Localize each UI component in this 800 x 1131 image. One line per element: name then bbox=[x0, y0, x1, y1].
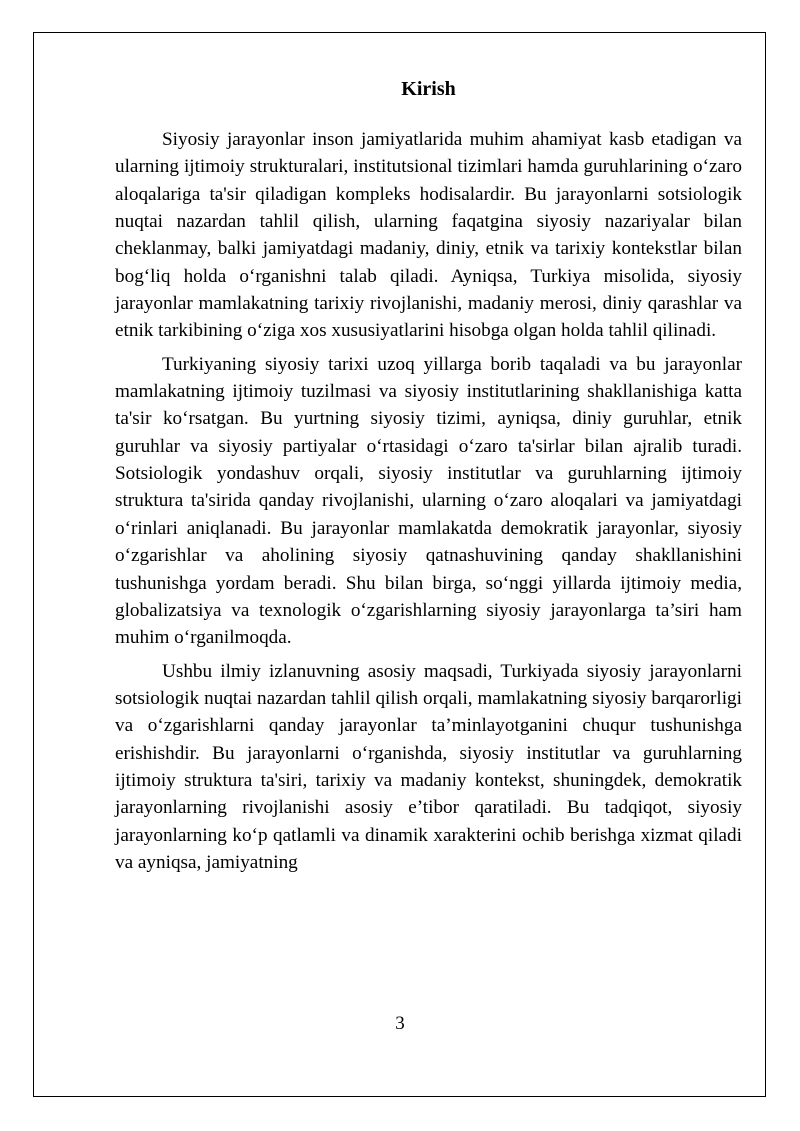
section-heading: Kirish bbox=[401, 78, 456, 100]
paragraph-intro: Siyosiy jarayonlar inson jamiyatlarida muhim ahamiyat kasb etadigan va ularning ijtimoiy strukturalari, institutsional tizimlari hamda guruhlarining o‘zaro aloqalariga ta'sir qiladigan kompleks hodisalardir. Bu jarayonlarni sotsiologik nuqtai nazardan tahlil qilish, ularning faqatgina siyosiy nazariyalar bilan cheklanmay, balki jamiyatdagi madaniy, diniy, etnik va tarixiy kontekstlar bilan bog‘liq holda o‘rganishni talab qiladi. Ayniqsa, Turkiya misolida, siyosiy jarayonlar mamlakatning tarixiy rivojlanishi, madaniy merosi, diniy qarashlar va etnik tarkibining o‘ziga xos xususiyatlarini hisobga olgan holda tahlil qilinadi. bbox=[115, 129, 742, 342]
body-text bbox=[115, 126, 742, 882]
paragraph-goal: Ushbu ilmiy izlanuvning asosiy maqsadi, Turkiyada siyosiy jarayonlarni sotsiologik nuqtai nazardan tahlil qilish orqali, mamlakatning siyosiy barqarorligi va o‘zgarishlarni qanday jarayonlar ta’minlayotganini chuqur tushunishga erishishdir. Bu jarayonlarni o‘rganishda, siyosiy institutlar va guruhlarning ijtimoiy struktura ta'siri, tarixiy va madaniy kontekst, shuningdek, demokratik jarayonlarning rivojlanishi asosiy e’tibor qaratiladi. Bu tadqiqot, siyosiy jarayonlarning ko‘p qatlamli va dinamik xarakterini ochib berishga xizmat qiladi va ayniqsa, jamiyatning bbox=[115, 660, 742, 873]
page-number: 3 bbox=[395, 1013, 405, 1034]
paragraph-history: Turkiyaning siyosiy tarixi uzoq yillarga borib taqaladi va bu jarayonlar mamlakatning ijtimoiy tuzilmasi va siyosiy institutlarining shakllanishiga katta ta'sir ko‘rsatgan. Bu yurtning siyosiy tizimi, ayniqsa, diniy guruhlar, etnik guruhlar va siyosiy partiyalar o‘rtasidagi o‘zaro ta'sirlar bilan ajralib turadi. Sotsiologik yondashuv orqali, siyosiy institutlar va guruhlarning ijtimoiy struktura ta'sirida qanday rivojlanishi, ularning o‘zaro aloqalari va jamiyatdagi o‘rinlari aniqlanadi. Bu jarayonlar mamlakatda demokratik jarayonlar, siyosiy o‘zgarishlar va aholining siyosiy qatnashuvining qanday shakllanishini tushunishga yordam beradi. Shu bilan birga, so‘nggi yillarda ijtimoiy media, globalizatsiya va texnologik o‘zgarishlarning siyosiy jarayonlarga ta’siri ham muhim o‘rganilmoqda. bbox=[115, 353, 742, 649]
